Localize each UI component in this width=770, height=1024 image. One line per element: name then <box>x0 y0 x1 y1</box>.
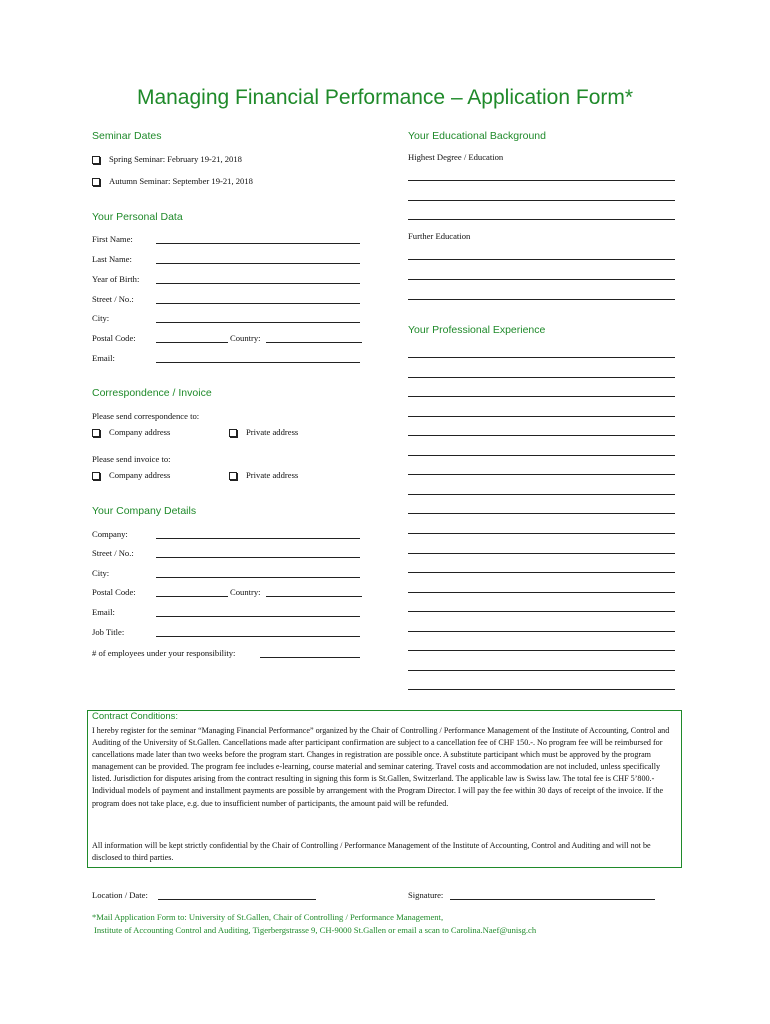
postal-code-field[interactable] <box>156 342 228 343</box>
spring-seminar-label: Spring Seminar: February 19-21, 2018 <box>109 154 242 164</box>
contract-conditions-text: I hereby register for the seminar “Managing Financial Performance” organized by the Chair of Controlling / Performance Management of the Institute of Accounting, Control and Auditing of the University of St.Gallen. Cancellations made after participant confirmation are subject to a cancellation fee of CHF 150.-. No program fee will be reimbursed for cancellations made later than two weeks before the program start. Changes in registration are possible once. A substitute participant which must be approved by the program management can be provided. The program fee includes e-learning, course material and seminar catering. Travel costs and accommodation are not included, unless specifically listed. Jurisdiction for disputes arising from the contract resulting in signing this form is St.Gallen, Switzerland. The applicable law is Swiss law. The total fee is CHF 5’800.- Individual models of payment and installment payments are possible by arrangement with the Program Director. I will pay the fee within 30 days of receipt of the invoice. If the program does not take place, e.g. due to insufficient number of participants, the amount paid will be refunded. <box>92 726 670 808</box>
experience-line-16[interactable] <box>408 650 675 651</box>
further-education-line-2[interactable] <box>408 279 675 280</box>
form-title: Managing Financial Performance – Application Form* <box>136 86 634 109</box>
highest-degree-line-3[interactable] <box>408 219 675 220</box>
experience-line-2[interactable] <box>408 377 675 378</box>
experience-line-13[interactable] <box>408 592 675 593</box>
highest-degree-label: Highest Degree / Education <box>408 152 504 162</box>
employees-field[interactable] <box>260 657 360 658</box>
location-date-field[interactable] <box>158 899 316 900</box>
first-name-field[interactable] <box>156 243 360 244</box>
company-details-heading: Your Company Details <box>92 505 197 517</box>
send-correspondence-label: Please send correspondence to: <box>92 411 200 421</box>
email-field[interactable] <box>156 362 360 363</box>
contract-conditions-heading: Contract Conditions: <box>92 711 179 722</box>
corr-private-checkbox[interactable] <box>229 429 237 437</box>
correspondence-heading: Correspondence / Invoice <box>92 387 212 399</box>
street-label: Street / No.: <box>92 294 134 304</box>
mail-instructions-line-1: *Mail Application Form to: University of St.Gallen, Chair of Controlling / Performance Management, <box>92 912 444 922</box>
postal-code-label: Postal Code: <box>92 333 136 343</box>
company-country-field[interactable] <box>266 596 362 597</box>
company-city-label: City: <box>92 568 110 578</box>
company-street-field[interactable] <box>156 557 360 558</box>
corr-private-label: Private address <box>246 427 299 437</box>
experience-line-12[interactable] <box>408 572 675 573</box>
experience-line-3[interactable] <box>408 396 675 397</box>
company-city-field[interactable] <box>156 577 360 578</box>
send-invoice-label: Please send invoice to: <box>92 454 171 464</box>
experience-line-7[interactable] <box>408 474 675 475</box>
year-of-birth-label: Year of Birth: <box>92 274 140 284</box>
company-field[interactable] <box>156 538 360 539</box>
autumn-seminar-checkbox[interactable] <box>92 178 100 186</box>
experience-line-15[interactable] <box>408 631 675 632</box>
further-education-line-3[interactable] <box>408 299 675 300</box>
experience-line-9[interactable] <box>408 513 675 514</box>
invoice-company-label: Company address <box>109 470 171 480</box>
autumn-seminar-label: Autumn Seminar: September 19-21, 2018 <box>109 176 253 186</box>
year-of-birth-field[interactable] <box>156 283 360 284</box>
experience-line-4[interactable] <box>408 416 675 417</box>
confidentiality-text: All information will be kept strictly confidential by the Chair of Controlling / Performance Management of the Institute of Accounting, Control and Auditing and will not be disclosed to third parties. <box>92 841 651 863</box>
experience-line-10[interactable] <box>408 533 675 534</box>
country-label: Country: <box>230 333 261 343</box>
experience-line-11[interactable] <box>408 553 675 554</box>
first-name-label: First Name: <box>92 234 133 244</box>
education-heading: Your Educational Background <box>408 130 546 142</box>
company-postal-field[interactable] <box>156 596 228 597</box>
seminar-dates-heading: Seminar Dates <box>92 130 162 142</box>
invoice-private-label: Private address <box>246 470 299 480</box>
experience-line-8[interactable] <box>408 494 675 495</box>
company-country-label: Country: <box>230 587 261 597</box>
company-street-label: Street / No.: <box>92 548 134 558</box>
personal-data-heading: Your Personal Data <box>92 211 183 223</box>
contract-conditions-box <box>87 710 682 868</box>
company-postal-label: Postal Code: <box>92 587 136 597</box>
job-title-field[interactable] <box>156 636 360 637</box>
experience-line-5[interactable] <box>408 435 675 436</box>
further-education-line-1[interactable] <box>408 259 675 260</box>
spring-seminar-checkbox[interactable] <box>92 156 100 164</box>
signature-field[interactable] <box>450 899 655 900</box>
further-education-label: Further Education <box>408 231 471 241</box>
job-title-label: Job Title: <box>92 627 125 637</box>
company-email-field[interactable] <box>156 616 360 617</box>
invoice-company-checkbox[interactable] <box>92 472 100 480</box>
corr-company-checkbox[interactable] <box>92 429 100 437</box>
experience-line-18[interactable] <box>408 689 675 690</box>
country-field[interactable] <box>266 342 362 343</box>
signature-label: Signature: <box>408 890 444 900</box>
email-label: Email: <box>92 353 115 363</box>
location-date-label: Location / Date: <box>92 890 148 900</box>
street-field[interactable] <box>156 303 360 304</box>
experience-line-6[interactable] <box>408 455 675 456</box>
highest-degree-line-1[interactable] <box>408 180 675 181</box>
highest-degree-line-2[interactable] <box>408 200 675 201</box>
last-name-label: Last Name: <box>92 254 132 264</box>
invoice-private-checkbox[interactable] <box>229 472 237 480</box>
city-field[interactable] <box>156 322 360 323</box>
last-name-field[interactable] <box>156 263 360 264</box>
corr-company-label: Company address <box>109 427 171 437</box>
city-label: City: <box>92 313 110 323</box>
experience-line-1[interactable] <box>408 357 675 358</box>
company-label: Company: <box>92 529 128 539</box>
experience-line-17[interactable] <box>408 670 675 671</box>
mail-instructions-line-2: Institute of Accounting Control and Auditing, Tigerbergstrasse 9, CH-9000 St.Gallen or email a scan to Carolina.Naef@unisg.ch <box>94 925 537 935</box>
experience-line-14[interactable] <box>408 611 675 612</box>
experience-heading: Your Professional Experience <box>408 324 546 336</box>
company-email-label: Email: <box>92 607 115 617</box>
employees-label: # of employees under your responsibility: <box>92 648 236 658</box>
